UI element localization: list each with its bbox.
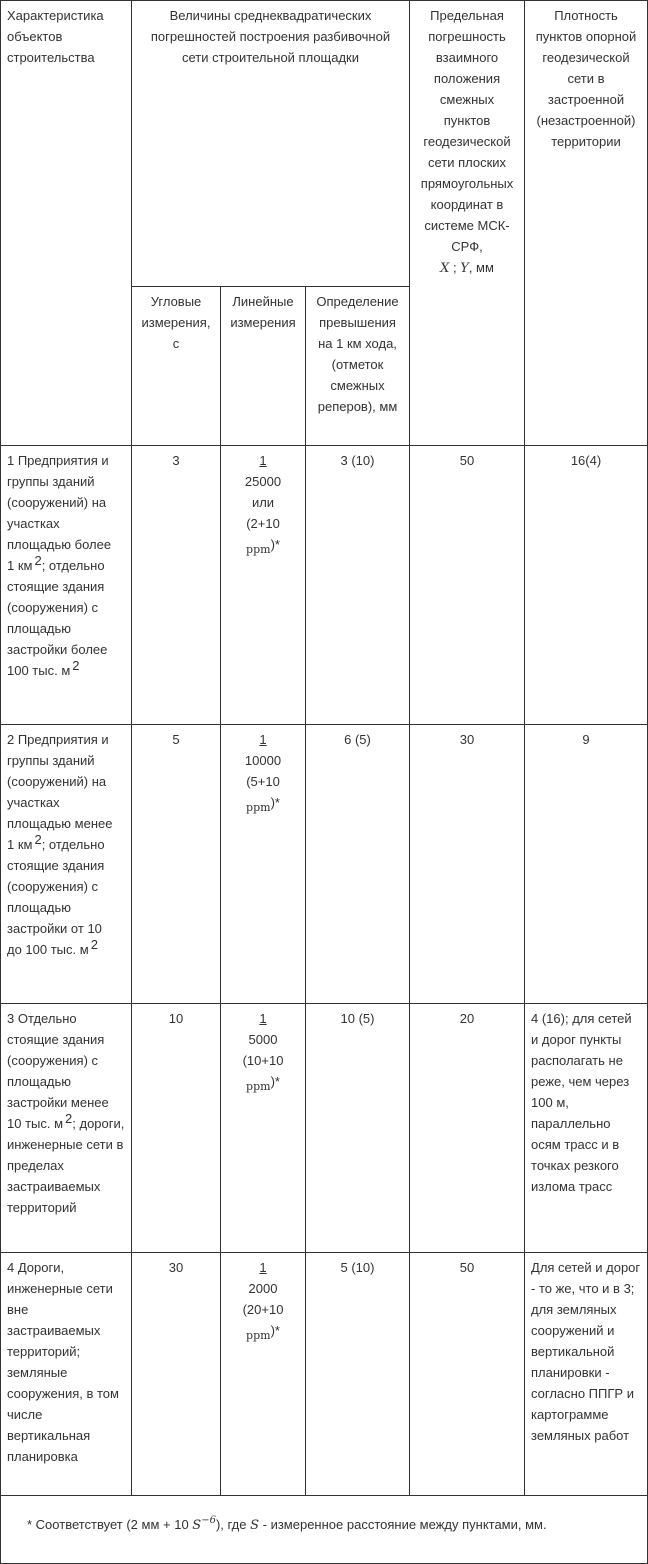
header-linear-label: Линейные измерения [230,294,296,330]
footnote-text: ), где [215,1517,247,1532]
row-density [525,725,648,1004]
footnote-text: - измеренное расстояние между пунктами, мм. [262,1517,547,1532]
header-density [525,1,648,446]
row-height [306,725,410,1004]
header-density-label: Плотность пунктов опорной геодезической сети в застроенной (незастроенной) территории [535,8,637,149]
row-height [306,1004,410,1253]
row-char-text: 4 Дороги, инженерные сети вне застраиваемых территорий; земляные сооружения, в том числе вертикальная планировка [7,1260,119,1464]
row-char-sup: 2 [34,553,42,568]
row-char-sup: 2 [90,937,98,952]
header-height [306,287,410,446]
row-linear-numerator: 1 [259,453,267,468]
footnote-text: * Соответствует (2 мм + 10 [27,1517,189,1532]
row-char-text: 3 Отдельно стоящие здания (сооружения) с площадью застройки менее [7,1011,109,1110]
row-density-value: 9 [582,732,590,747]
row-char-text: ; дороги, инженерные сети в пределах застраиваемых территорий [7,1116,125,1215]
row-angular-value: 5 [172,732,180,747]
row-linear-ppm: ppm [246,1329,271,1342]
row-limit-value: 20 [459,1011,475,1026]
row-linear-numerator: 1 [259,1260,267,1275]
table-row [1,1253,648,1496]
row-linear-paren: (5+10 [246,774,280,789]
row-limit [410,446,525,725]
row-linear-tail: )* [270,1074,280,1089]
header-characteristic [1,1,132,446]
row-limit-value: 50 [459,453,475,468]
row-height [306,446,410,725]
header-characteristic-label: Характеристика объектов строительства [7,8,104,65]
header-accuracy-group-label: Величины среднеквадратических погрешностей построения разбивочной сети строительной площадки [150,8,391,65]
row-height-value: 10 (5) [340,1011,375,1026]
row-limit [410,1253,525,1496]
header-var-y: Y [460,261,469,276]
row-linear-numerator: 1 [259,1011,267,1026]
row-char-text: 1 Предприятия и группы зданий (сооружений) на участках площадью более [7,453,112,552]
row-limit [410,725,525,1004]
row-characteristic [1,446,132,725]
row-linear-ppm: ppm [246,801,271,814]
row-density-value: Для сетей и дорог - то же, что и в 3; для земляных сооружений и вертикальной планировки - согласно ППГР и картограмме земляных работ [531,1260,641,1443]
footnote-exponent: −6 [201,1515,216,1526]
table-row [1,1004,648,1253]
row-char-text: ; отдельно стоящие здания (сооружения) с площадью застройки более [7,558,108,657]
row-linear-denominator: 2000 [248,1281,278,1296]
row-linear-numerator: 1 [259,732,267,747]
row-linear-denominator: 25000 [244,474,282,489]
row-characteristic [1,1253,132,1496]
row-linear-tail: )* [270,537,280,552]
header-unit: , мм [468,260,494,275]
row-linear-tail: )* [270,1323,280,1338]
row-angular-value: 10 [168,1011,184,1026]
row-char-sup: 2 [34,832,42,847]
row-density-value: 16(4) [570,453,602,468]
row-density [525,1004,648,1253]
header-row-1 [1,1,648,287]
table-row [1,446,648,725]
row-linear-denominator: 10000 [244,753,282,768]
row-char-sup: 2 [72,658,80,673]
header-var-x: X [440,261,450,276]
header-angular-label: Угловые измерения, с [141,294,211,351]
header-angular [132,287,221,446]
row-angular [132,1004,221,1253]
row-height [306,1253,410,1496]
row-char-text: 1 км [7,558,33,573]
row-linear-or: или [251,495,275,510]
row-char-text: до 100 тыс. м [7,942,89,957]
row-angular-value: 30 [168,1260,184,1275]
row-angular [132,446,221,725]
row-angular-value: 3 [172,453,180,468]
row-char-text: 10 тыс. м [7,1116,64,1131]
row-char-text: ; отдельно стоящие здания (сооружения) с площадью застройки от 10 [7,837,105,936]
row-limit-value: 50 [459,1260,475,1275]
header-limit-error-label: Предельная погрешность взаимного положения смежных пунктов геодезической сети плоских прямоугольных координат в системе МСК-СРФ, [420,8,514,254]
footnote [1,1496,648,1564]
row-linear-paren: (20+10 [242,1302,284,1317]
row-linear-paren: (10+10 [242,1053,284,1068]
footnote-row [1,1496,648,1564]
row-characteristic [1,1004,132,1253]
row-linear-ppm: ppm [246,543,271,556]
row-linear-ppm: ppm [246,1080,271,1093]
row-linear-tail: )* [270,795,280,810]
row-linear [221,446,306,725]
row-linear [221,725,306,1004]
row-angular [132,725,221,1004]
header-limit-error [410,1,525,446]
row-linear-paren: (2+10 [246,516,280,531]
row-height-value: 6 (5) [344,732,371,747]
row-density [525,1253,648,1496]
row-char-text: 2 Предприятия и группы зданий (сооружений) на участках площадью менее [7,732,113,831]
row-characteristic [1,725,132,1004]
footnote-var-s: S [192,1518,202,1533]
row-height-value: 3 (10) [340,453,375,468]
row-limit-value: 30 [459,732,475,747]
row-char-text: 100 тыс. м [7,663,71,678]
header-height-label: Определение превышения на 1 км хода, (отметок смежных реперов), мм [316,294,399,414]
row-limit [410,1004,525,1253]
footnote-var-s2: S [250,1518,260,1533]
row-linear-denominator: 5000 [248,1032,278,1047]
row-linear [221,1253,306,1496]
header-var-sep: ; [452,260,457,275]
row-angular [132,1253,221,1496]
row-height-value: 5 (10) [340,1260,375,1275]
row-char-text: 1 км [7,837,33,852]
row-density [525,446,648,725]
row-density-value: 4 (16); для сетей и дорог пункты располагать не реже, чем через 100 м, параллельно осям трасс и в точках резкого излома трасс [531,1011,632,1194]
header-accuracy-group [132,1,410,287]
table-row [1,725,648,1004]
header-linear [221,287,306,446]
row-char-sup: 2 [65,1111,73,1126]
row-linear [221,1004,306,1253]
